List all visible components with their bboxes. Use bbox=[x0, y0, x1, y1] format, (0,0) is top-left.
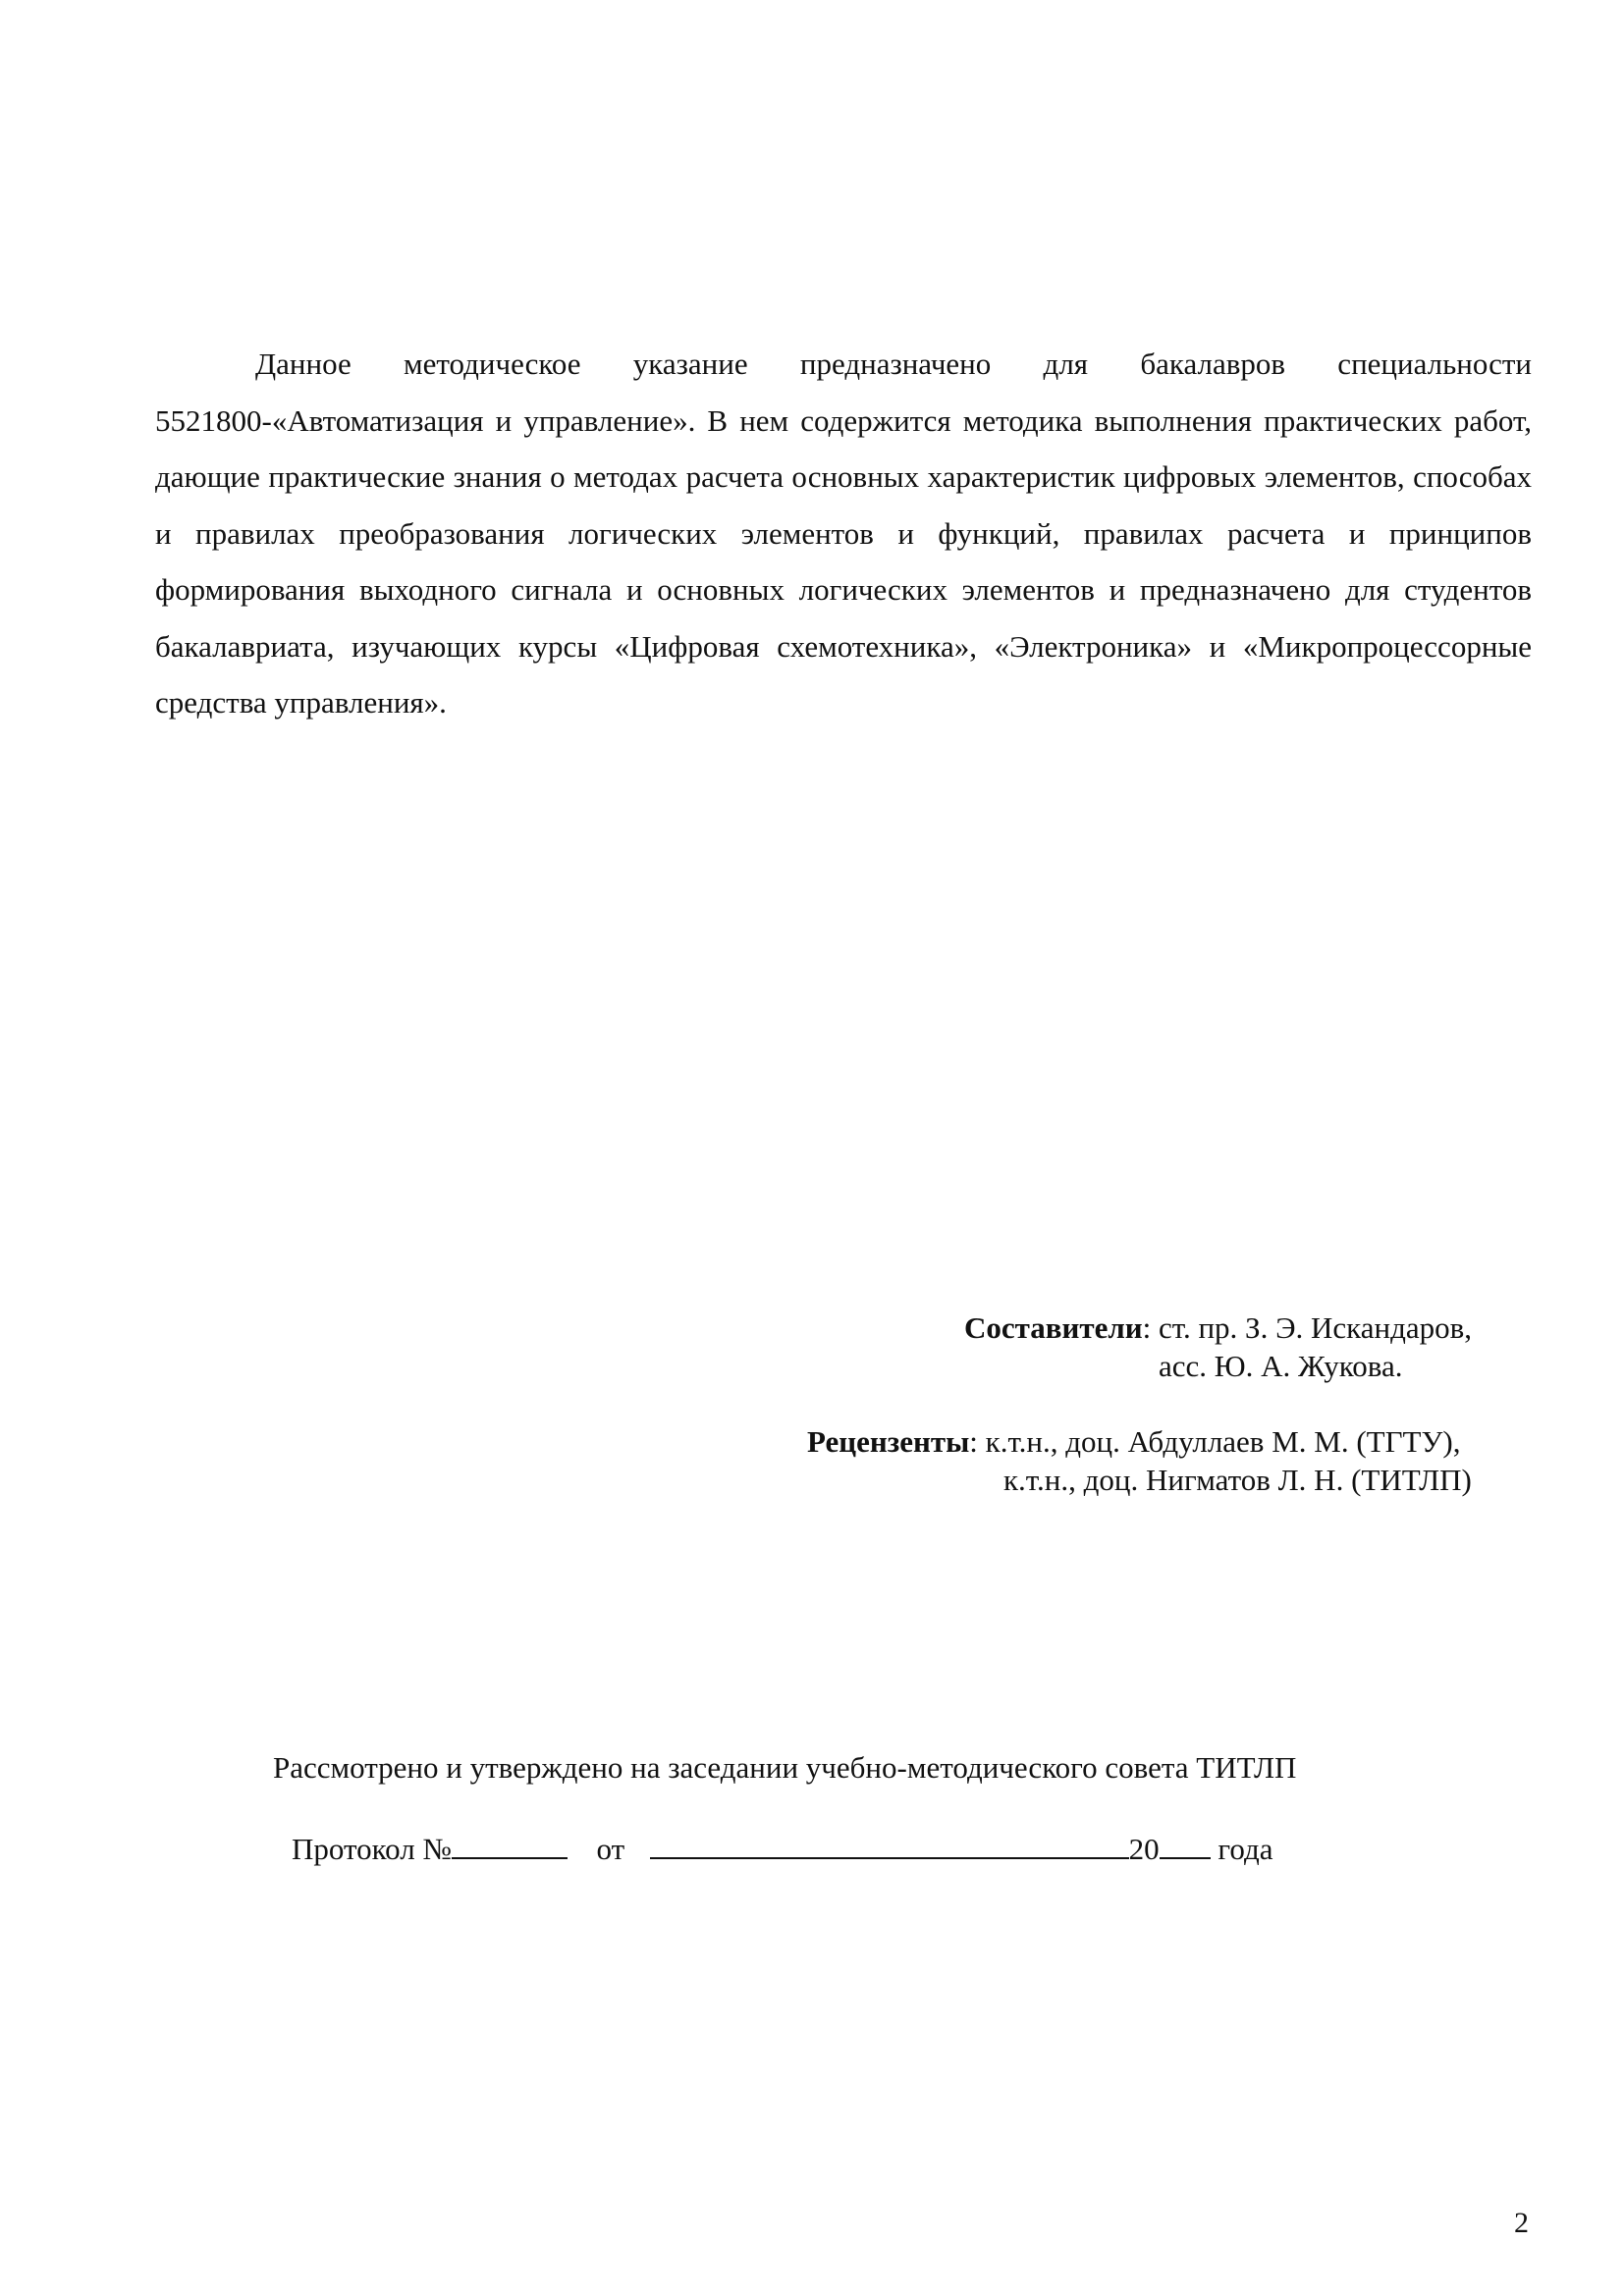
protocol-year-prefix: 20 bbox=[1128, 1832, 1160, 1866]
compilers-line-1 bbox=[964, 1309, 1472, 1347]
page-number: 2 bbox=[1514, 2207, 1529, 2239]
abstract-paragraph: Данное методическое указание предназначено для бакалавров специальности 5521800-«Автоматизация и управление». В нем содержится методика выполнения практических работ, дающие практические знания о методах расчета основных характеристик цифровых элементов, способах и правилах преобразования логических элементов и функций, правилах расчета и принципов формирования выходного сигнала и основных логических элементов и предназначено для студентов бакалавриата, изучающих курсы «Цифровая схемотехника», «Электроника» и «Микропроцессорные средства управления». bbox=[155, 347, 1532, 720]
protocol-number-blank bbox=[452, 1828, 568, 1859]
protocol-line bbox=[292, 1828, 1272, 1868]
compilers-label: Составители bbox=[964, 1310, 1143, 1345]
protocol-year-suffix: года bbox=[1210, 1832, 1273, 1866]
approval-statement: Рассмотрено и утверждено на заседании учебно-методического совета ТИТЛП bbox=[273, 1750, 1297, 1785]
protocol-year-blank bbox=[1160, 1828, 1211, 1859]
protocol-from-word: от bbox=[596, 1832, 625, 1866]
reviewers-label: Рецензенты bbox=[807, 1424, 970, 1459]
reviewers-line-2 bbox=[1003, 1462, 1472, 1499]
reviewers-line-1 bbox=[807, 1423, 1460, 1461]
compilers-name-2: асс. Ю. А. Жукова. bbox=[1159, 1349, 1403, 1383]
reviewers-name-1: : к.т.н., доц. Абдуллаев М. М. (ТГТУ), bbox=[969, 1424, 1461, 1459]
compilers-name-1: : ст. пр. З. Э. Искандаров, bbox=[1142, 1310, 1473, 1345]
compilers-line-2 bbox=[1159, 1348, 1403, 1385]
protocol-prefix: Протокол № bbox=[292, 1832, 452, 1866]
protocol-date-blank bbox=[650, 1828, 1129, 1859]
reviewers-name-2: к.т.н., доц. Нигматов Л. Н. (ТИТЛП) bbox=[1003, 1463, 1472, 1497]
